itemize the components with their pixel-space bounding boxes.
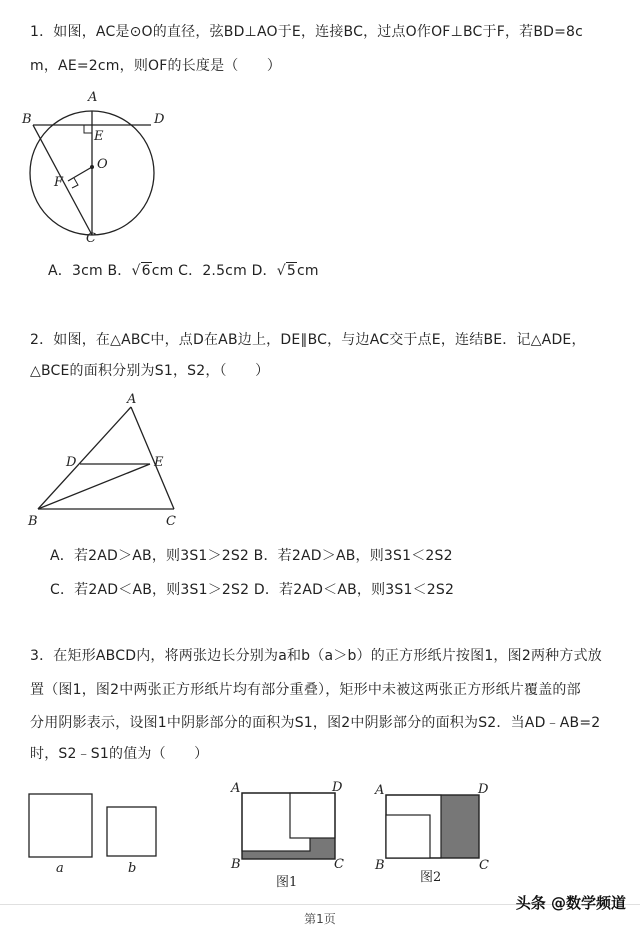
q3-text-line2: 置（图1，图2中两张正方形纸片均有部分重叠），矩形中未被这两张正方形纸片覆盖的部 <box>30 682 581 698</box>
q3-fig1-square-b <box>290 793 335 838</box>
q1-option-b: B．√6cm <box>107 263 174 279</box>
q2-options-row1: A．若2AD＞AB，则3S1＞2S2 B．若2AD＞AB，则3S1＜2S2 <box>50 548 453 564</box>
q1-label-o: O <box>97 157 108 172</box>
q2-text-line2: △BCE的面积分别为S1，S2，（ ） <box>30 363 270 379</box>
q3-fig2-caption: 图2 <box>420 870 442 885</box>
q1-option-d-radicand: 5 <box>286 263 296 279</box>
q1-right-angle-e <box>84 125 92 133</box>
page-number: 第1页 <box>304 912 336 926</box>
q1-center-dot <box>90 165 94 169</box>
q3-label-a: a <box>56 861 64 876</box>
q1-text-line2: m，AE=2cm，则OF的长度是（ ） <box>30 58 282 74</box>
q3-square-a <box>28 793 94 859</box>
q3-text-line4: 时，S2﹣S1的值为（ ） <box>30 746 209 762</box>
q2-triangle-figure <box>26 392 196 532</box>
q3-square-b <box>106 806 158 858</box>
q2-label-d: D <box>66 455 77 470</box>
q1-segment-of <box>68 167 92 181</box>
q3-figure-2 <box>372 780 502 872</box>
q3-fig1-label-b: B <box>231 857 241 872</box>
q3-fig1-label-d: D <box>332 780 343 795</box>
q1-option-d: D．√5cm <box>251 263 319 279</box>
q2-label-a: A <box>127 392 137 407</box>
q3-fig1-label-a: A <box>231 781 241 796</box>
q2-label-b: B <box>28 514 38 529</box>
q1-label-c: C <box>86 231 96 246</box>
q3-text-line3: 分用阴影表示，设图1中阴影部分的面积为S1，图2中阴影部分的面积为S2．当AD﹣AB=2 <box>30 715 601 731</box>
q2-label-c: C <box>166 514 176 529</box>
q3-figure-1 <box>228 780 358 870</box>
q3-text-line1: 3．在矩形ABCD内，将两张边长分别为a和b（a＞b）的正方形纸片按图1，图2两种方式放 <box>30 648 602 664</box>
q3-fig2-label-d: D <box>478 782 489 797</box>
q2-options-row2: C．若2AD＜AB，则3S1＞2S2 D．若2AD＜AB，则3S1＜2S2 <box>50 582 455 598</box>
q1-right-angle-f <box>72 178 78 188</box>
q1-options <box>48 261 319 281</box>
q1-label-f: F <box>54 175 64 190</box>
q2-text-line1: 2．如图，在△ABC中，点D在AB边上，DE∥BC，与边AC交于点E，连结BE．记△ADE， <box>30 332 586 348</box>
q3-fig1-label-c: C <box>334 857 344 872</box>
q1-option-c: C．2.5cm <box>178 263 247 279</box>
q1-option-b-radicand: 6 <box>141 263 151 279</box>
q3-fig1-caption: 图1 <box>276 875 298 890</box>
q3-fig2-label-c: C <box>479 858 489 873</box>
watermark: 头条 @数学频道 <box>515 894 626 912</box>
q3-fig2-square-b <box>386 815 430 858</box>
q2-side-ac <box>131 407 174 509</box>
q2-label-e: E <box>154 455 164 470</box>
q2-segment-be <box>38 464 150 509</box>
q1-text-line1: 1．如图，AC是⊙O的直径，弦BD⊥AO于E，连接BC，过点O作OF⊥BC于F，若BD=8c <box>30 24 584 40</box>
q1-option-a: A．3cm <box>48 263 103 279</box>
q1-label-d: D <box>154 112 165 127</box>
q3-fig2-label-b: B <box>375 858 385 873</box>
q2-side-ab <box>38 407 131 509</box>
q1-label-a: A <box>88 90 98 105</box>
q1-label-b: B <box>22 112 32 127</box>
q3-fig2-label-a: A <box>375 783 385 798</box>
q1-circle-figure <box>22 85 165 246</box>
q1-label-e: E <box>94 129 104 144</box>
q3-label-b: b <box>128 861 137 876</box>
